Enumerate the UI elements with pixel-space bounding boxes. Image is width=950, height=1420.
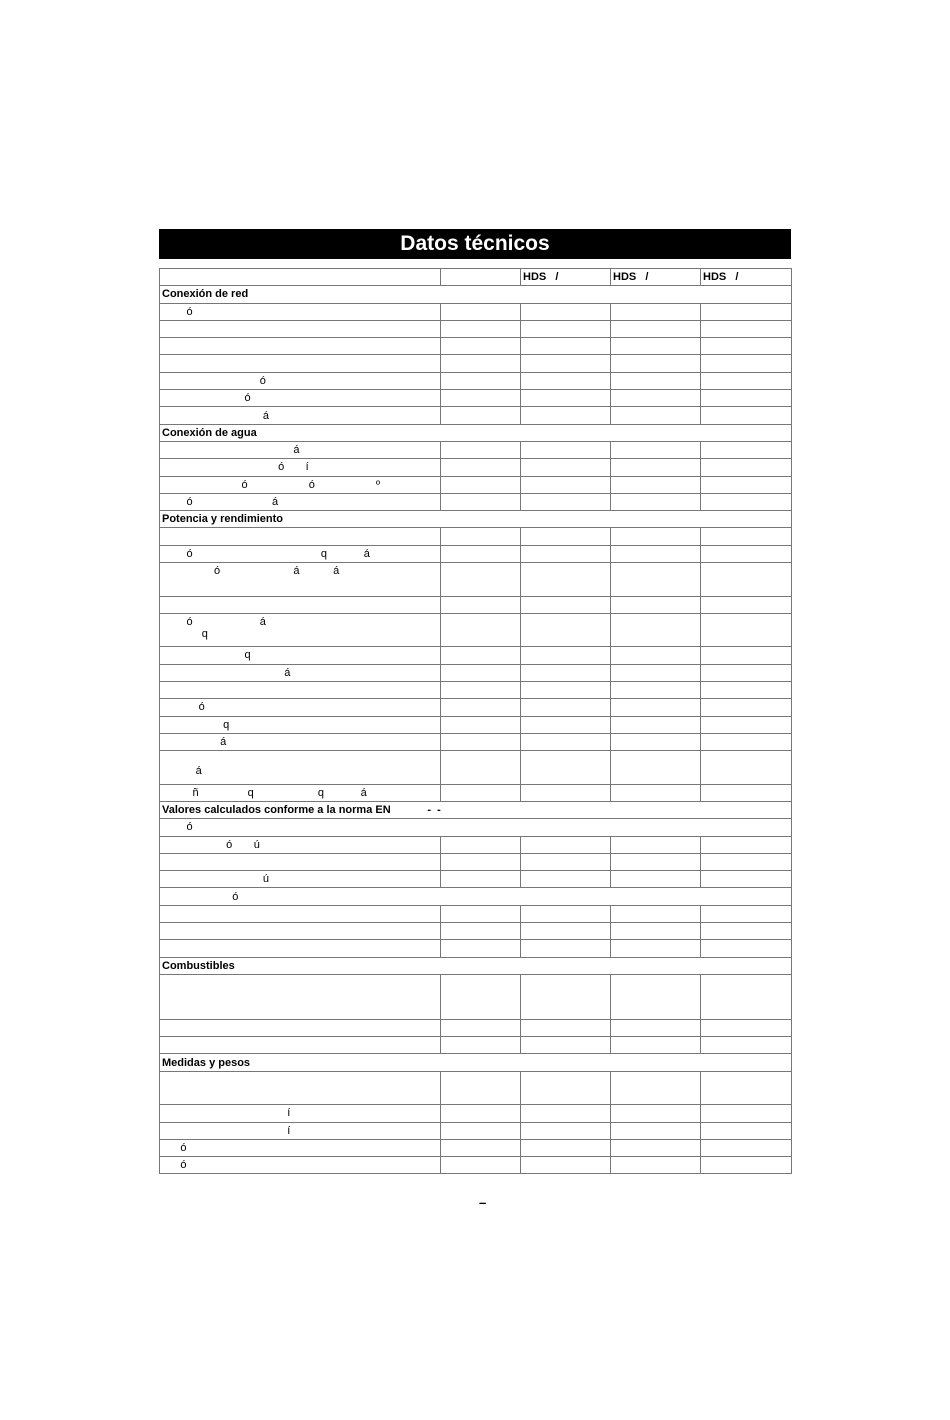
section-label: Conexión de red [160, 286, 792, 303]
value-cell [441, 1139, 521, 1156]
value-cell [701, 1157, 792, 1174]
column-header: HDS / [701, 269, 792, 286]
value-cell [701, 647, 792, 664]
value-cell [701, 1105, 792, 1122]
row-label: ó [160, 303, 441, 320]
value-cell [701, 871, 792, 888]
value-cell [701, 699, 792, 716]
value-cell [521, 613, 611, 647]
value-cell [701, 320, 792, 337]
section-row [160, 819, 792, 836]
value-cell [441, 1071, 521, 1105]
value-cell [441, 751, 521, 785]
value-cell [521, 320, 611, 337]
table-row [160, 681, 792, 698]
row-label [160, 853, 441, 870]
row-label: á [160, 407, 441, 424]
column-header [160, 269, 441, 286]
value-cell [611, 871, 701, 888]
row-label: í [160, 1105, 441, 1122]
value-cell [611, 853, 701, 870]
value-cell [441, 1122, 521, 1139]
column-header: HDS / [521, 269, 611, 286]
value-cell [441, 459, 521, 476]
table-row [160, 784, 792, 801]
value-cell [521, 545, 611, 562]
row-label: á [160, 751, 441, 785]
value-cell [521, 1157, 611, 1174]
value-cell [441, 940, 521, 957]
value-cell [701, 407, 792, 424]
value-cell [611, 545, 701, 562]
value-cell [701, 784, 792, 801]
section-row [160, 801, 792, 818]
value-cell [521, 647, 611, 664]
value-cell [701, 1019, 792, 1036]
column-header: HDS / [611, 269, 701, 286]
value-cell [701, 459, 792, 476]
value-cell [521, 528, 611, 545]
table-row [160, 390, 792, 407]
table-row [160, 664, 792, 681]
value-cell [521, 390, 611, 407]
value-cell [611, 1019, 701, 1036]
value-cell [521, 407, 611, 424]
row-label: í [160, 1122, 441, 1139]
section-row [160, 424, 792, 441]
value-cell [441, 441, 521, 458]
table-row [160, 355, 792, 372]
value-cell [701, 940, 792, 957]
value-cell [441, 716, 521, 733]
table-row [160, 923, 792, 940]
value-cell [611, 1157, 701, 1174]
value-cell [701, 355, 792, 372]
row-label: ñ q q á [160, 784, 441, 801]
row-label: ó [160, 699, 441, 716]
value-cell [701, 390, 792, 407]
row-label: q [160, 647, 441, 664]
value-cell [521, 905, 611, 922]
section-row [160, 286, 792, 303]
table-row [160, 459, 792, 476]
value-cell [521, 923, 611, 940]
value-cell [701, 563, 792, 597]
value-cell [611, 459, 701, 476]
value-cell [521, 699, 611, 716]
table-row [160, 613, 792, 647]
value-cell [611, 940, 701, 957]
table-row [160, 493, 792, 510]
value-cell [441, 528, 521, 545]
value-cell [441, 923, 521, 940]
value-cell [441, 1037, 521, 1054]
value-cell [521, 355, 611, 372]
value-cell [441, 733, 521, 750]
value-cell [441, 390, 521, 407]
value-cell [701, 476, 792, 493]
value-cell [611, 784, 701, 801]
row-label: á [160, 733, 441, 750]
value-cell [701, 836, 792, 853]
value-cell [611, 390, 701, 407]
row-label: q [160, 716, 441, 733]
value-cell [701, 1071, 792, 1105]
value-cell [701, 1139, 792, 1156]
value-cell [441, 853, 521, 870]
value-cell [521, 1071, 611, 1105]
table-row [160, 338, 792, 355]
value-cell [701, 1037, 792, 1054]
table-row [160, 905, 792, 922]
row-label: ó á [160, 493, 441, 510]
value-cell [611, 733, 701, 750]
value-cell [521, 372, 611, 389]
row-label: á [160, 664, 441, 681]
section-label: ó [160, 888, 792, 905]
value-cell [521, 338, 611, 355]
row-label [160, 320, 441, 337]
row-label: ó ó º [160, 476, 441, 493]
value-cell [521, 476, 611, 493]
value-cell [701, 905, 792, 922]
table-row [160, 303, 792, 320]
value-cell [441, 596, 521, 613]
row-label [160, 355, 441, 372]
value-cell [611, 476, 701, 493]
row-label: ó í [160, 459, 441, 476]
value-cell [521, 664, 611, 681]
row-label: ó q á [160, 545, 441, 562]
row-label [160, 528, 441, 545]
value-cell [521, 853, 611, 870]
value-cell [521, 751, 611, 785]
value-cell [441, 1157, 521, 1174]
row-label [160, 923, 441, 940]
table-row [160, 1037, 792, 1054]
table-row [160, 1157, 792, 1174]
section-label: Potencia y rendimiento [160, 511, 792, 528]
value-cell [441, 699, 521, 716]
section-row [160, 511, 792, 528]
column-header [441, 269, 521, 286]
value-cell [701, 974, 792, 1019]
row-label [160, 1019, 441, 1036]
table-row [160, 940, 792, 957]
table-row [160, 871, 792, 888]
table-row [160, 441, 792, 458]
value-cell [701, 338, 792, 355]
value-cell [441, 545, 521, 562]
value-cell [441, 338, 521, 355]
row-label [160, 940, 441, 957]
value-cell [441, 355, 521, 372]
row-label: á [160, 441, 441, 458]
value-cell [441, 647, 521, 664]
value-cell [441, 303, 521, 320]
value-cell [701, 1122, 792, 1139]
value-cell [611, 716, 701, 733]
table-row [160, 407, 792, 424]
value-cell [611, 613, 701, 647]
value-cell [701, 733, 792, 750]
value-cell [521, 1122, 611, 1139]
value-cell [701, 528, 792, 545]
value-cell [441, 905, 521, 922]
value-cell [521, 303, 611, 320]
value-cell [701, 716, 792, 733]
value-cell [611, 974, 701, 1019]
value-cell [611, 303, 701, 320]
value-cell [611, 528, 701, 545]
value-cell [701, 751, 792, 785]
value-cell [611, 320, 701, 337]
section-label: ó [160, 819, 792, 836]
row-label: ó [160, 372, 441, 389]
value-cell [701, 923, 792, 940]
value-cell [611, 407, 701, 424]
row-label [160, 596, 441, 613]
table-row [160, 836, 792, 853]
table-row [160, 545, 792, 562]
value-cell [701, 493, 792, 510]
value-cell [611, 1105, 701, 1122]
table-row [160, 751, 792, 785]
value-cell [701, 681, 792, 698]
value-cell [701, 545, 792, 562]
value-cell [701, 853, 792, 870]
value-cell [521, 441, 611, 458]
value-cell [441, 372, 521, 389]
row-label: ú [160, 871, 441, 888]
value-cell [441, 681, 521, 698]
technical-data-table [159, 268, 792, 1174]
section-row [160, 888, 792, 905]
table-row [160, 1019, 792, 1036]
value-cell [441, 320, 521, 337]
value-cell [611, 1122, 701, 1139]
value-cell [611, 699, 701, 716]
value-cell [611, 1071, 701, 1105]
value-cell [521, 871, 611, 888]
value-cell [611, 338, 701, 355]
value-cell [701, 664, 792, 681]
value-cell [611, 647, 701, 664]
row-label [160, 974, 441, 1019]
value-cell [521, 940, 611, 957]
table-row [160, 733, 792, 750]
value-cell [441, 1105, 521, 1122]
table-row [160, 853, 792, 870]
row-label [160, 905, 441, 922]
value-cell [701, 303, 792, 320]
section-label: Valores calculados conforme a la norma EN - - [160, 801, 792, 818]
table-row [160, 1105, 792, 1122]
table-row [160, 699, 792, 716]
value-cell [521, 459, 611, 476]
value-cell [521, 733, 611, 750]
table-row [160, 476, 792, 493]
section-row [160, 957, 792, 974]
value-cell [611, 1037, 701, 1054]
value-cell [521, 596, 611, 613]
table-row [160, 716, 792, 733]
section-label: Conexión de agua [160, 424, 792, 441]
section-row [160, 1054, 792, 1071]
value-cell [441, 974, 521, 1019]
value-cell [611, 596, 701, 613]
page-title: Datos técnicos [159, 229, 791, 259]
table-row [160, 1122, 792, 1139]
value-cell [521, 1105, 611, 1122]
row-label: ó á q [160, 613, 441, 647]
value-cell [611, 751, 701, 785]
table-row [160, 528, 792, 545]
row-label: ó [160, 1139, 441, 1156]
row-label [160, 681, 441, 698]
row-label: ó ú [160, 836, 441, 853]
value-cell [611, 923, 701, 940]
value-cell [521, 493, 611, 510]
value-cell [441, 871, 521, 888]
value-cell [521, 681, 611, 698]
value-cell [521, 563, 611, 597]
value-cell [521, 716, 611, 733]
value-cell [611, 836, 701, 853]
row-label [160, 1037, 441, 1054]
table-row [160, 1071, 792, 1105]
value-cell [441, 784, 521, 801]
row-label: ó [160, 390, 441, 407]
table-row [160, 320, 792, 337]
value-cell [521, 784, 611, 801]
value-cell [611, 681, 701, 698]
page-number-mark: – [479, 1195, 487, 1210]
table-row [160, 596, 792, 613]
value-cell [701, 613, 792, 647]
row-label: ó [160, 1157, 441, 1174]
value-cell [611, 441, 701, 458]
value-cell [611, 905, 701, 922]
value-cell [521, 1037, 611, 1054]
value-cell [701, 372, 792, 389]
value-cell [441, 407, 521, 424]
section-label: Combustibles [160, 957, 792, 974]
value-cell [441, 493, 521, 510]
table-row [160, 647, 792, 664]
table-row [160, 563, 792, 597]
table-row [160, 1139, 792, 1156]
value-cell [611, 355, 701, 372]
value-cell [441, 476, 521, 493]
value-cell [611, 372, 701, 389]
row-label [160, 338, 441, 355]
value-cell [521, 1019, 611, 1036]
value-cell [441, 563, 521, 597]
row-label [160, 1071, 441, 1105]
table-row [160, 372, 792, 389]
value-cell [701, 596, 792, 613]
value-cell [521, 974, 611, 1019]
value-cell [441, 1019, 521, 1036]
section-label: Medidas y pesos [160, 1054, 792, 1071]
value-cell [611, 1139, 701, 1156]
value-cell [611, 563, 701, 597]
value-cell [611, 664, 701, 681]
value-cell [701, 441, 792, 458]
table-header-row [160, 269, 792, 286]
value-cell [441, 664, 521, 681]
value-cell [441, 613, 521, 647]
row-label: ó á á [160, 563, 441, 597]
value-cell [441, 836, 521, 853]
value-cell [521, 836, 611, 853]
table-row [160, 974, 792, 1019]
value-cell [611, 493, 701, 510]
value-cell [521, 1139, 611, 1156]
